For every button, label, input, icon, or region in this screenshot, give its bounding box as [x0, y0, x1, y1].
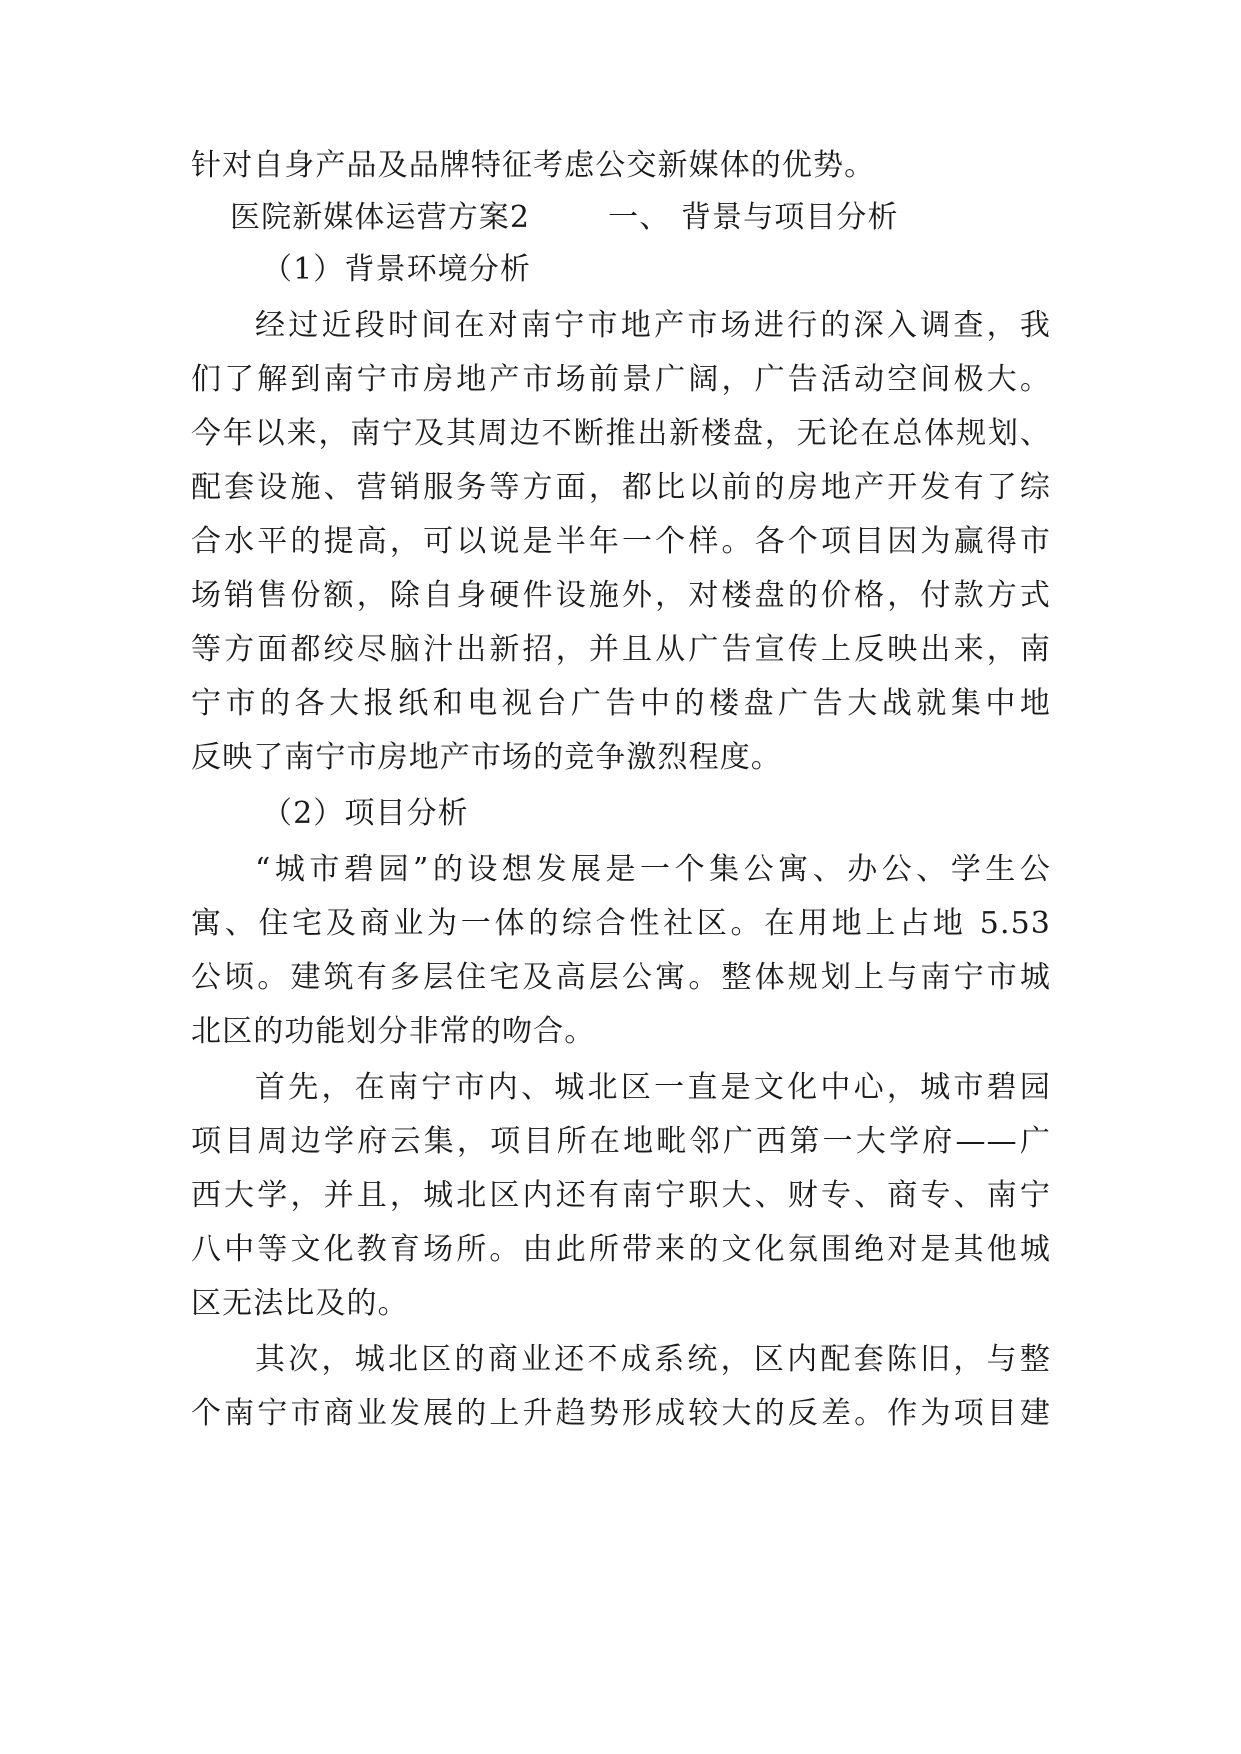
text-line: 针对自身产品及品牌特征考虑公交新媒体的优势。: [191, 148, 876, 183]
paragraph-line: 合水平的提高，可以说是半年一个样。各个项目因为赢得市: [191, 524, 1051, 559]
paragraph-line: 场销售份额，除自身硬件设施外，对楼盘的价格，付款方式: [191, 578, 1051, 613]
paragraph-line: 首先，在南宁市内、城北区一直是文化中心，城市碧园: [255, 1070, 1051, 1105]
paragraph-line: 其次，城北区的商业还不成系统，区内配套陈旧，与整: [255, 1342, 1051, 1377]
paragraph-line: 反映了南宁市房地产市场的竞争激烈程度。: [191, 740, 782, 775]
paragraph-line: 配套设施、营销服务等方面，都比以前的房地产开发有了综: [191, 470, 1051, 505]
document-title: 医院新媒体运营方案2: [230, 200, 531, 235]
section-heading: [230, 188, 899, 248]
paragraph-line: 今年以来，南宁及其周边不断推出新楼盘，无论在总体规划、: [191, 416, 1051, 451]
subsection-heading: （2）项目分析: [262, 796, 469, 831]
paragraph-line: 宁市的各大报纸和电视台广告中的楼盘广告大战就集中地: [191, 686, 1051, 721]
section-title: 一、 背景与项目分析: [608, 200, 899, 235]
paragraph-line: 西大学，并且，城北区内还有南宁职大、财专、商专、南宁: [191, 1178, 1051, 1213]
paragraph-line: 经过近段时间在对南宁市地产市场进行的深入调查，我: [255, 308, 1051, 343]
paragraph-line: 个南宁市商业发展的上升趋势形成较大的反差。作为项目建: [191, 1396, 1051, 1431]
paragraph-line: 八中等文化教育场所。由此所带来的文化氛围绝对是其他城: [191, 1232, 1051, 1267]
paragraph-line: 寓、住宅及商业为一体的综合性社区。在用地上占地 5.53: [191, 906, 1051, 941]
paragraph-line: 项目周边学府云集，项目所在地毗邻广西第一大学府——广: [191, 1124, 1051, 1159]
subsection-heading: （1）背景环境分析: [262, 252, 531, 287]
paragraph-line: 等方面都绞尽脑汁出新招，并且从广告宣传上反映出来，南: [191, 632, 1051, 667]
paragraph-line: 区无法比及的。: [191, 1286, 409, 1321]
paragraph-line: “城市碧园”的设想发展是一个集公寓、办公、学生公: [255, 852, 1051, 887]
paragraph-line: 北区的功能划分非常的吻合。: [191, 1014, 596, 1049]
paragraph-line: 们了解到南宁市房地产市场前景广阔，广告活动空间极大。: [191, 362, 1051, 397]
paragraph-line: 公顷。建筑有多层住宅及高层公寓。整体规划上与南宁市城: [191, 960, 1051, 995]
